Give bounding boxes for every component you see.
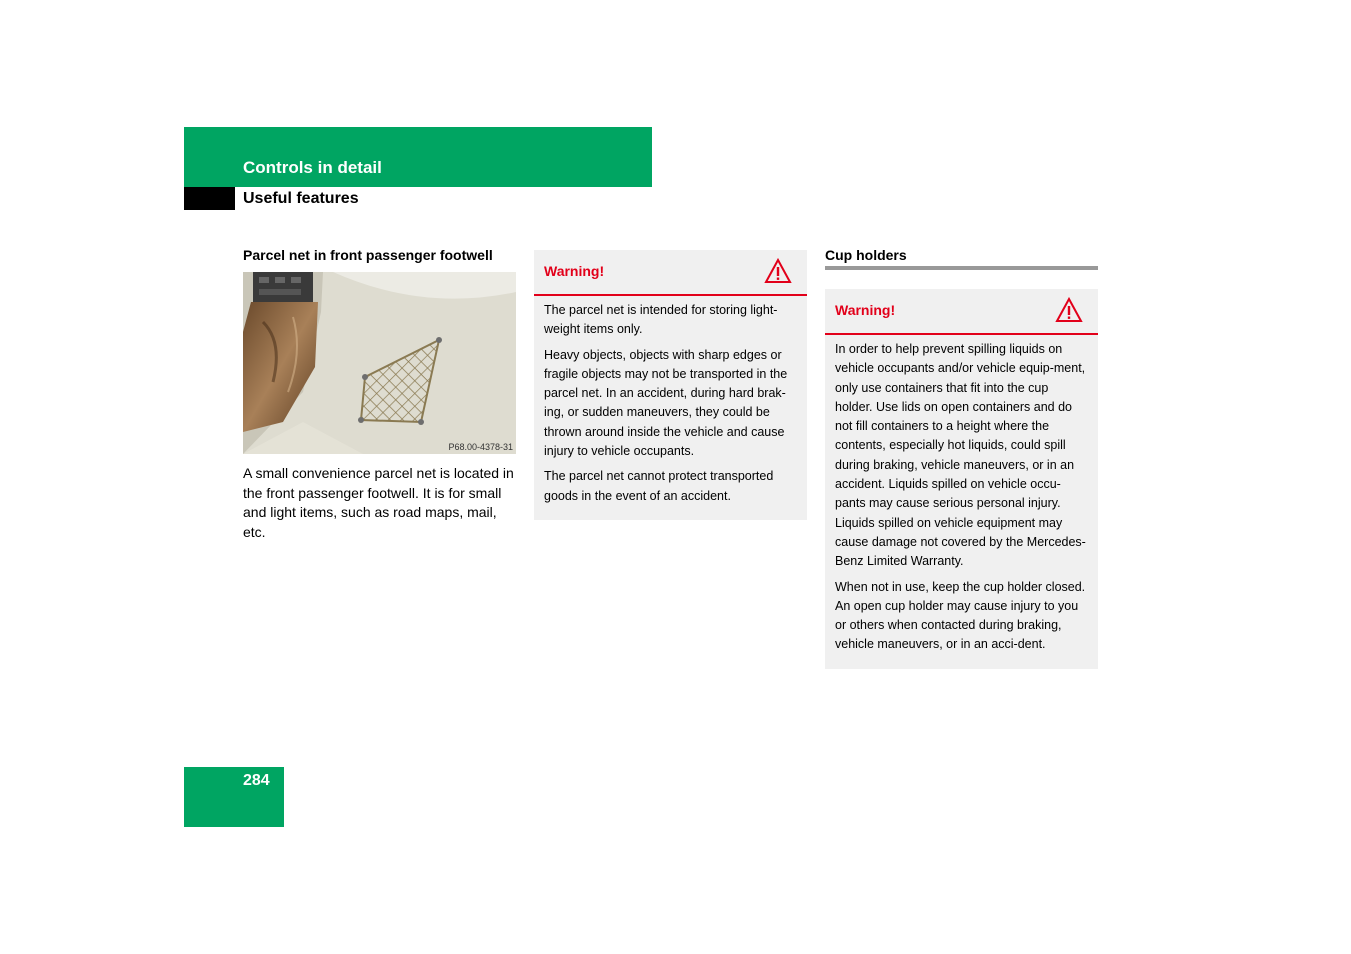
- warning-paragraph: Heavy objects, objects with sharp edges or fragile objects may not be transported in the parcel net. In an accident, during hard brak-ing, or sudden maneuvers, they could be thrown around inside the vehicle and cause injury to vehicle occupants.: [544, 347, 788, 459]
- warning-label: Warning!: [544, 263, 605, 279]
- photo-reference-code: P68.00-4378-31: [448, 442, 513, 452]
- cup-holders-warning-box: [825, 289, 1098, 669]
- warning-label: Warning!: [835, 302, 896, 318]
- warning-paragraph: The parcel net is intended for storing light-weight items only.: [544, 303, 778, 337]
- parcel-net-heading: Parcel net in front passenger footwell: [243, 247, 493, 263]
- heading-rule: [825, 266, 1098, 270]
- warning-paragraph: In order to help prevent spilling liquids on vehicle occupants and/or vehicle equip-ment, only use containers that fit into the cup holder. Use lids on open containers and do not fill containers to a height where the contents, especially hot liquids, could spill during braking, vehicle maneuvers, or in an accident. Liquids spilled on vehicle occu-pants may cause serious personal injury. Liquids spilled on vehicle equipment may cause damage not covered by the Mercedes-Benz Limited Warranty.: [835, 342, 1086, 569]
- section-title: Useful features: [243, 190, 359, 207]
- warning-header: [825, 289, 1098, 335]
- warning-paragraph: When not in use, keep the cup holder closed. An open cup holder may cause injury to you or others when contacted during braking, vehicle maneuvers, or in an acci-dent.: [835, 579, 1086, 652]
- parcel-net-column: [243, 246, 516, 542]
- section-marker: [184, 187, 235, 210]
- chapter-title: Controls in detail: [243, 158, 382, 177]
- warning-triangle-icon: [1055, 297, 1083, 328]
- warning-body: [534, 296, 807, 520]
- warning-triangle-icon: [764, 258, 792, 289]
- parcel-net-warning-column: [534, 250, 807, 520]
- cup-holders-heading: Cup holders: [825, 247, 907, 263]
- warning-body: [825, 335, 1098, 669]
- cup-holders-column: [825, 246, 1098, 669]
- parcel-net-warning-box: [534, 250, 807, 520]
- page-number: 284: [243, 772, 270, 789]
- header-band: [184, 127, 652, 187]
- warning-header: [534, 250, 807, 296]
- parcel-net-illustration: [243, 272, 516, 454]
- parcel-net-photo: [243, 272, 516, 454]
- parcel-net-description: A small convenience parcel net is located in the front passenger footwell. It is for small and light items, such as road maps, mail, etc.: [243, 465, 514, 540]
- warning-paragraph: The parcel net cannot protect transported goods in the event of an accident.: [544, 469, 774, 503]
